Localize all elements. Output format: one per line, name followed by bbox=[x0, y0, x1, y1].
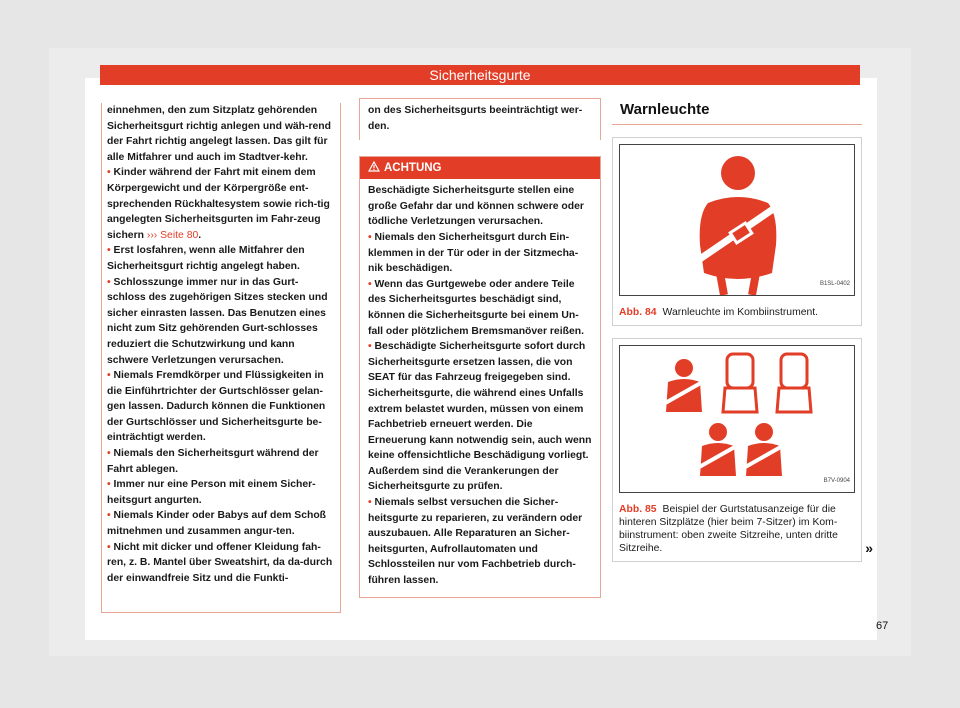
figure-caption: Abb. 84 Warnleuchte im Kombiinstrument. bbox=[619, 306, 819, 318]
seatbelt-warning-icon bbox=[620, 145, 856, 295]
bullet-icon: • bbox=[107, 245, 111, 257]
figure-code: B1SL-0402 bbox=[819, 281, 850, 287]
list-item: • Niemals Kinder oder Babys auf dem Schoß mitnehmen und zusammen angur-ten. bbox=[107, 510, 327, 538]
bullet-icon: • bbox=[107, 479, 111, 491]
list-item: • Niemals den Sicherheitsgurt durch Ein-klemmen in der Tür oder in der Sitzmecha-nik beschädigen. bbox=[368, 231, 579, 275]
list-item: • Immer nur eine Person mit einem Sicher-heitsgurt angurten. bbox=[107, 479, 316, 506]
column-right bbox=[612, 98, 873, 562]
figure-84 bbox=[612, 137, 862, 326]
figure-caption: Abb. 85 Beispiel der Gurtstatusanzeige für die hinteren Sitzplätze (hier beim 7-Sitzer) im Kom-biinstrument: oben zweite Sitzreihe, unten dritte Sitzreihe. bbox=[619, 503, 838, 554]
page-link[interactable]: ››› Seite 80 bbox=[146, 229, 199, 241]
figure-code: B7V-0904 bbox=[823, 478, 850, 484]
column-left bbox=[101, 103, 341, 613]
intro-text: einnehmen, den zum Sitzplatz gehörenden Sicherheitsgurt richtig anlegen und wäh-rend der Fahrt richtig angelegt lassen. Das gilt für alle Mitfahrer und auch im Stadtver-kehr. bbox=[107, 105, 332, 163]
warning-box bbox=[359, 156, 601, 597]
bullet-icon: • bbox=[107, 276, 111, 288]
section-header: Sicherheitsgurte bbox=[100, 65, 860, 85]
list-item: • Nicht mit dicker und offener Kleidung fah-ren, z. B. Mantel über Sweatshirt, da da-durch der einwandfreie Sitz und die Funkti- bbox=[107, 541, 333, 584]
list-item: • Wenn das Gurtgewebe oder andere Teile des Sicherheitsgurtes beschädigt sind, können die Sicherheitsgurte bei einem Un-fall oder plötzlichem Bremsmanöver reißen. bbox=[368, 278, 584, 337]
warning-header: ACHTUNG bbox=[360, 157, 600, 179]
page-number: 67 bbox=[876, 620, 889, 632]
bullet-icon: • bbox=[368, 231, 372, 243]
list-item: • Schlosszunge immer nur in das Gurt-schloss des zugehörigen Sitzes stecken und sicher einrasten lassen. Das Benutzen eines nicht zum Sitz gehörenden Gurt-schlosses reduziert die Schutzwirkung und kann schwere Verletzungen verursachen. bbox=[107, 276, 328, 366]
column-middle bbox=[359, 98, 601, 598]
list-item: • Niemals selbst versuchen die Sicher-heitsgurte zu reparieren, zu verändern oder auszubauen. Alle Reparaturen an Sicher-heitsgurten, Aufrollautomaten und Schlossteilen nur vom Fachbetrieb durch-führen lassen. bbox=[368, 497, 583, 587]
figure-85 bbox=[612, 338, 873, 562]
bullet-icon: • bbox=[107, 541, 111, 553]
bullet-icon: • bbox=[107, 510, 111, 522]
bullet-icon: • bbox=[368, 278, 372, 290]
list-item: • Niemals Fremdkörper und Flüssigkeiten in die Einführtrichter der Gurtschlösser gelan-gen lassen. Dadurch können die Funktionen der Gurtschlösser und Sicherheitsgurte be-einträchtigt werden. bbox=[107, 370, 326, 444]
bullet-icon: • bbox=[368, 341, 372, 353]
list-item: • Kinder während der Fahrt mit einem dem Körpergewicht und der Körpergröße ent-sprechenden Rückhaltesystem sowie rich-tig angelegten Sicherheitsgurten im Fahr-zeug sichern ››› Seite 80. bbox=[107, 167, 330, 241]
bullet-icon: • bbox=[368, 497, 372, 509]
figure-image bbox=[619, 144, 855, 296]
figure-image bbox=[619, 345, 855, 493]
warning-body: Beschädigte Sicherheitsgurte stellen eine große Gefahr dar und können schwere oder tödliche Verletzungen verursachen. • Niemals den Sicherheitsgurt durch Ein-klemmen in der Tür oder in der Sitzmecha-nik beschädigen. • Wenn das Gurtgewebe oder andere Teile des Sicherheitsgurtes beschädigt sind, können die Sicherheitsgurte bei einem Un-fall oder plötzlichem Bremsmanöver reißen. • Beschädigte Sicherheitsgurte sofort durch Sicherheitsgurte ersetzen lassen, die von SEAT für das Fahrzeug freigegeben sind. Sicherheitsgurte, die während eines Unfalls extrem belastet wurden, müssen von einem Fachbetrieb erneuert werden. Die Erneuerung kann notwendig sein, auch wenn keine offensichtliche Beschädigung vorliegt. Außerdem sind die Verankerungen der Sicherheitsgurte zu prüfen. • Niemals selbst versuchen die Sicher-heitsgurte zu reparieren, zu verändern oder auszubauen. Alle Reparaturen an Sicher-heitsgurten, Aufrollautomaten und Schlossteilen nur vom Fachbetrieb durch-führen lassen. bbox=[360, 179, 600, 596]
section-title: Warnleuchte bbox=[612, 98, 862, 125]
list-item: • Erst losfahren, wenn alle Mitfahrer den Sicherheitsgurt richtig angelegt haben. bbox=[107, 245, 305, 272]
list-item: • Beschädigte Sicherheitsgurte sofort durch Sicherheitsgurte ersetzen lassen, die von SEAT für das Fahrzeug freigegeben sind. Sicherheitsgurte, die während eines Unfalls extrem belastet wurden, müssen von einem Fachbetrieb erneuert werden. Die Erneuerung kann notwendig sein, auch wenn keine offensichtliche Beschädigung vorliegt. Außerdem sind die Verankerungen der Sicherheitsgurte zu prüfen. bbox=[368, 341, 592, 493]
bullet-icon: • bbox=[107, 167, 111, 179]
bullet-icon: • bbox=[107, 448, 111, 460]
seatbelt-status-icon bbox=[620, 346, 856, 492]
list-item: • Niemals den Sicherheitsgurt während der Fahrt ablegen. bbox=[107, 448, 319, 475]
bullet-icon: • bbox=[107, 370, 111, 382]
warning-triangle-icon bbox=[368, 161, 380, 172]
continued-text: on des Sicherheitsgurts beeinträchtigt wer-den. bbox=[359, 98, 601, 140]
continue-arrow-icon: » bbox=[865, 540, 873, 556]
